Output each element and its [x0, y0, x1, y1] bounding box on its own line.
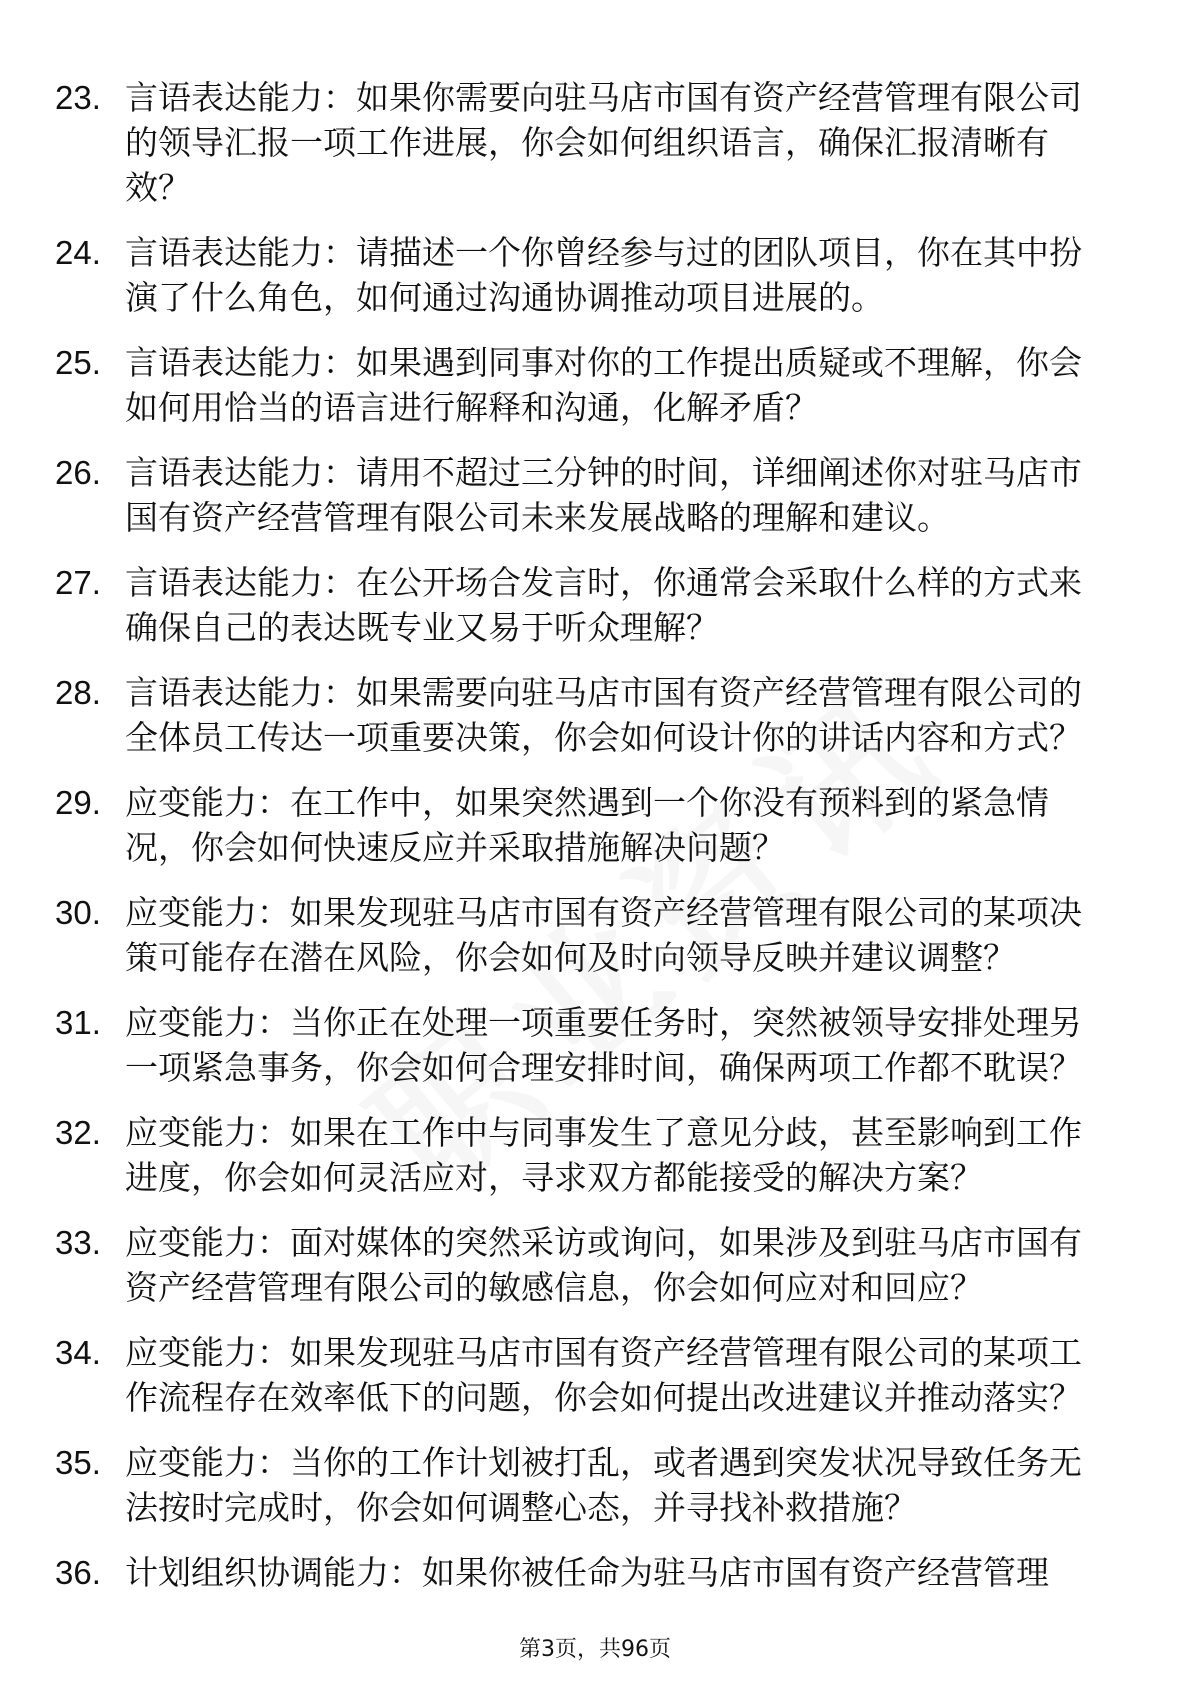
question-text: 应变能力：当你正在处理一项重要任务时，突然被领导安排处理另一项紧急事务，你会如何合理安排时间，确保两项工作都不耽误？ — [125, 1003, 1082, 1087]
question-item — [0, 1330, 1110, 1420]
page-number-label: 第3页，共96页 — [519, 1637, 671, 1662]
question-number: 31. — [55, 1004, 101, 1041]
question-item — [0, 75, 1110, 210]
question-text: 言语表达能力：如果需要向驻马店市国有资产经营管理有限公司的全体员工传达一项重要决策，你会如何设计你的讲话内容和方式？ — [125, 673, 1082, 757]
question-item — [0, 1110, 1110, 1200]
question-text: 应变能力：当你的工作计划被打乱，或者遇到突发状况导致任务无法按时完成时，你会如何调整心态，并寻找补救措施？ — [125, 1443, 1082, 1527]
question-number: 33. — [55, 1224, 101, 1261]
question-text: 言语表达能力：如果遇到同事对你的工作提出质疑或不理解，你会如何用恰当的语言进行解释和沟通，化解矛盾？ — [125, 343, 1082, 427]
question-number: 35. — [55, 1444, 101, 1481]
question-number: 36. — [55, 1554, 101, 1591]
question-text: 言语表达能力：在公开场合发言时，你通常会采取什么样的方式来确保自己的表达既专业又易于听众理解？ — [125, 563, 1082, 647]
question-item — [0, 560, 1110, 650]
question-number: 29. — [55, 784, 101, 821]
question-item — [0, 340, 1110, 430]
question-item — [0, 1000, 1110, 1090]
question-text: 计划组织协调能力：如果你被任命为驻马店市国有资产经营管理 — [125, 1553, 1049, 1592]
question-item — [0, 450, 1110, 540]
question-text: 应变能力：面对媒体的突然采访或询问，如果涉及到驻马店市国有资产经营管理有限公司的敏感信息，你会如何应对和回应？ — [125, 1223, 1082, 1307]
page-footer — [0, 1632, 1190, 1663]
question-text: 应变能力：如果发现驻马店市国有资产经营管理有限公司的某项决策可能存在潜在风险，你会如何及时向领导反映并建议调整？ — [125, 893, 1082, 977]
question-text: 言语表达能力：请用不超过三分钟的时间，详细阐述你对驻马店市国有资产经营管理有限公司未来发展战略的理解和建议。 — [125, 453, 1082, 537]
question-number: 25. — [55, 344, 101, 381]
question-item — [0, 670, 1110, 760]
question-number: 30. — [55, 894, 101, 931]
question-list — [0, 75, 1190, 1615]
question-text: 应变能力：如果发现驻马店市国有资产经营管理有限公司的某项工作流程存在效率低下的问题，你会如何提出改进建议并推动落实？ — [125, 1333, 1082, 1417]
question-number: 32. — [55, 1114, 101, 1151]
question-text: 言语表达能力：请描述一个你曾经参与过的团队项目，你在其中扮演了什么角色，如何通过沟通协调推动项目进展的。 — [125, 233, 1082, 317]
question-number: 26. — [55, 454, 101, 491]
question-number: 24. — [55, 234, 101, 271]
question-text: 言语表达能力：如果你需要向驻马店市国有资产经营管理有限公司的领导汇报一项工作进展，你会如何组织语言，确保汇报清晰有效？ — [125, 78, 1082, 207]
question-item — [0, 230, 1110, 320]
question-text: 应变能力：如果在工作中与同事发生了意见分歧，甚至影响到工作进度，你会如何灵活应对，寻求双方都能接受的解决方案？ — [125, 1113, 1082, 1197]
question-number: 28. — [55, 674, 101, 711]
question-item — [0, 1220, 1110, 1310]
question-item — [0, 1440, 1110, 1530]
question-item — [0, 890, 1110, 980]
question-text: 应变能力：在工作中，如果突然遇到一个你没有预料到的紧急情况，你会如何快速反应并采取措施解决问题？ — [125, 783, 1049, 867]
question-item — [0, 1550, 1110, 1595]
question-number: 23. — [55, 79, 101, 116]
question-item — [0, 780, 1110, 870]
question-number: 34. — [55, 1334, 101, 1371]
question-number: 27. — [55, 564, 101, 601]
